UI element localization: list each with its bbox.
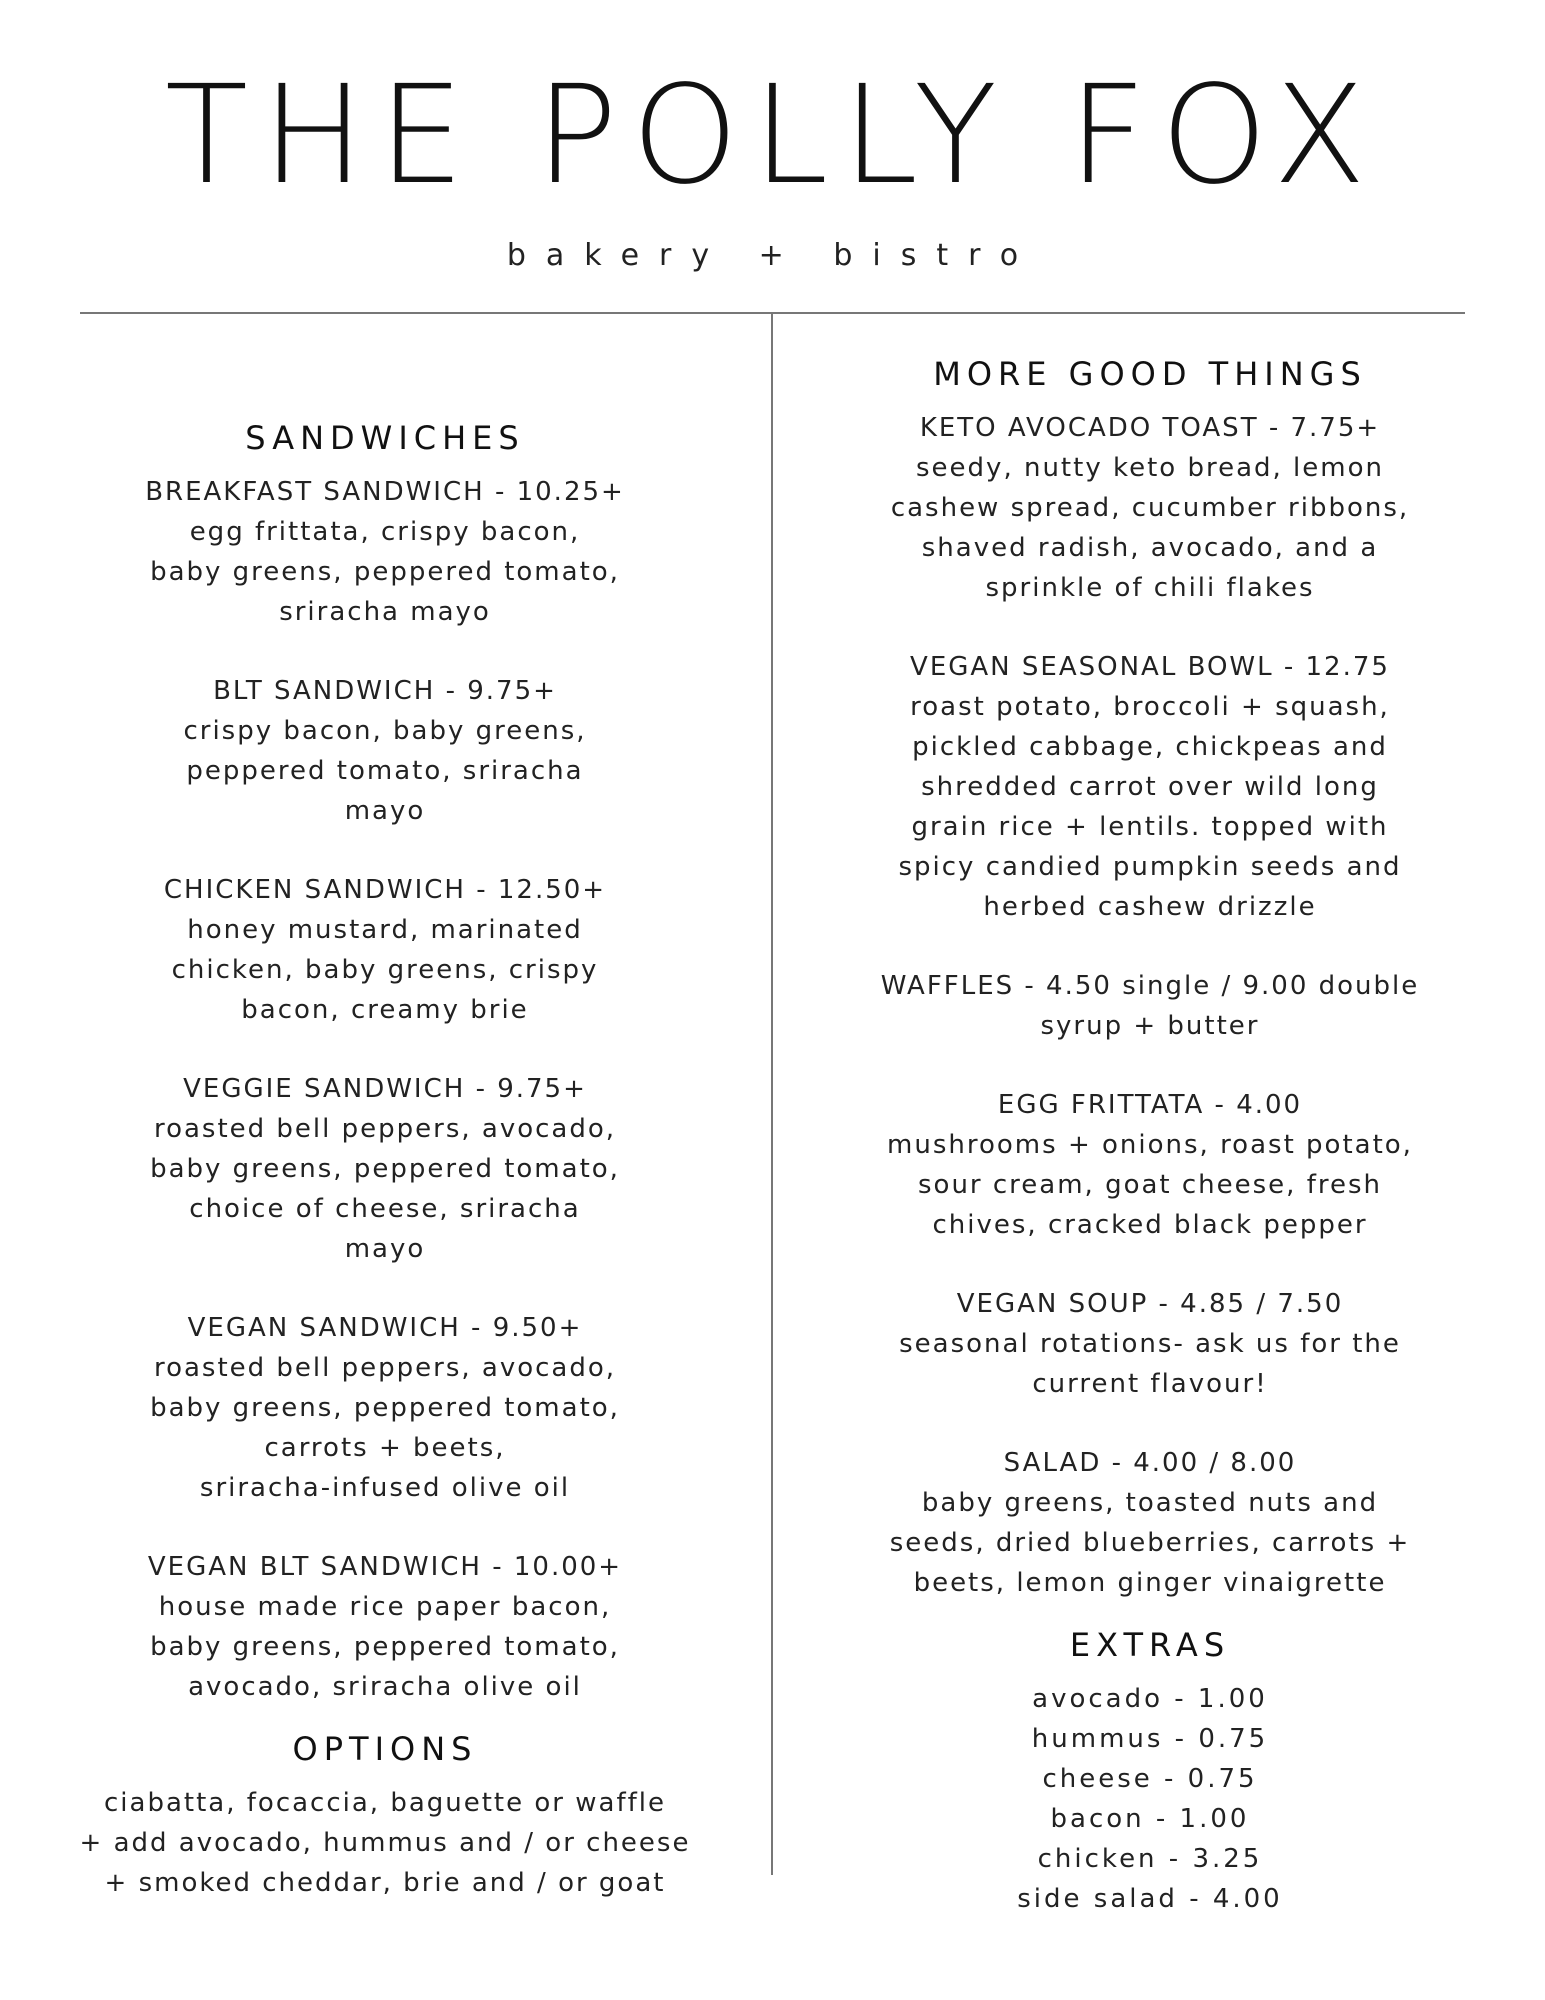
menu-item <box>60 1069 710 1269</box>
menu-item-title: WAFFLES - 4.50 single / 9.00 double <box>880 971 1420 1001</box>
menu-item-description: honey mustard, marinated chicken, baby greens, crispy bacon, creamy brie <box>171 915 599 1025</box>
menu-item <box>60 870 710 1030</box>
menu-item-description: roasted bell peppers, avocado, baby greens, peppered tomato, choice of cheese, sriracha mayo <box>150 1114 620 1264</box>
menu-item <box>850 408 1450 608</box>
menu-item-description: roasted bell peppers, avocado, baby greens, peppered tomato, carrots + beets, sriracha-infused olive oil <box>150 1353 620 1503</box>
menu-item <box>850 1085 1450 1245</box>
options-line: + add avocado, hummus and / or cheese <box>79 1828 691 1858</box>
menu-item-title: BREAKFAST SANDWICH - 10.25+ <box>145 477 625 507</box>
extras-line: hummus - 0.75 <box>1031 1724 1269 1754</box>
menu-item <box>850 966 1450 1046</box>
right-column <box>850 354 1450 1919</box>
extras-line: cheese - 0.75 <box>1042 1764 1258 1794</box>
restaurant-title: THE POLLY FOX <box>164 57 1381 215</box>
restaurant-subtitle: bakery + bistro <box>506 238 1039 273</box>
menu-item <box>60 1308 710 1508</box>
menu-item-description: seedy, nutty keto bread, lemon cashew spread, cucumber ribbons, shaved radish, avocado, and a sprinkle of chili flakes <box>890 453 1410 603</box>
sandwiches-heading: SANDWICHES <box>245 419 525 457</box>
column-divider <box>771 312 773 1875</box>
menu-item-description: seasonal rotations- ask us for the current flavour! <box>899 1329 1401 1399</box>
extras-section <box>850 1625 1450 1919</box>
options-heading: OPTIONS <box>292 1730 478 1768</box>
menu-item-description: mushrooms + onions, roast potato, sour cream, goat cheese, fresh chives, cracked black pepper <box>887 1130 1413 1240</box>
left-column <box>60 418 710 1903</box>
menu-item-title: VEGAN SOUP - 4.85 / 7.50 <box>956 1289 1344 1319</box>
menu-item <box>850 1443 1450 1603</box>
menu-item-title: CHICKEN SANDWICH - 12.50+ <box>163 875 607 905</box>
extras-line: side salad - 4.00 <box>1017 1884 1283 1914</box>
menu-item <box>850 647 1450 927</box>
menu-item <box>60 671 710 831</box>
extras-line: avocado - 1.00 <box>1032 1684 1268 1714</box>
menu-item-description: crispy bacon, baby greens, peppered tomato, sriracha mayo <box>183 716 587 826</box>
menu-item-title: VEGGIE SANDWICH - 9.75+ <box>183 1074 587 1104</box>
extras-line: bacon - 1.00 <box>1050 1804 1250 1834</box>
menu-item <box>60 1547 710 1707</box>
menu-item-title: VEGAN BLT SANDWICH - 10.00+ <box>147 1552 623 1582</box>
more-good-things-heading: MORE GOOD THINGS <box>933 355 1367 393</box>
options-line: + smoked cheddar, brie and / or goat <box>104 1868 666 1898</box>
extras-line: chicken - 3.25 <box>1037 1844 1263 1874</box>
menu-item-title: EGG FRITTATA - 4.00 <box>997 1090 1303 1120</box>
menu-item-title: VEGAN SANDWICH - 9.50+ <box>187 1313 583 1343</box>
menu-item-title: VEGAN SEASONAL BOWL - 12.75 <box>910 652 1390 682</box>
menu-item <box>60 472 710 632</box>
menu-item <box>850 1284 1450 1404</box>
menu-item-description: egg frittata, crispy bacon, baby greens, peppered tomato, sriracha mayo <box>150 517 620 627</box>
menu-item-description: house made rice paper bacon, baby greens, peppered tomato, avocado, sriracha olive oil <box>150 1592 620 1702</box>
options-line: ciabatta, focaccia, baguette or waffle <box>104 1788 666 1818</box>
extras-heading: EXTRAS <box>1069 1626 1231 1664</box>
menu-item-title: SALAD - 4.00 / 8.00 <box>1003 1448 1297 1478</box>
menu-item-description: roast potato, broccoli + squash, pickled cabbage, chickpeas and shredded carrot over wild long grain rice + lentils. topped with spicy candied pumpkin seeds and herbed cashew drizzle <box>898 692 1402 922</box>
menu-item-title: BLT SANDWICH - 9.75+ <box>213 676 557 706</box>
menu-item-title: KETO AVOCADO TOAST - 7.75+ <box>919 413 1381 443</box>
menu-item-description: baby greens, toasted nuts and seeds, dried blueberries, carrots + beets, lemon ginger vinaigrette <box>889 1488 1411 1598</box>
menu-item-description: syrup + butter <box>1040 1011 1260 1041</box>
